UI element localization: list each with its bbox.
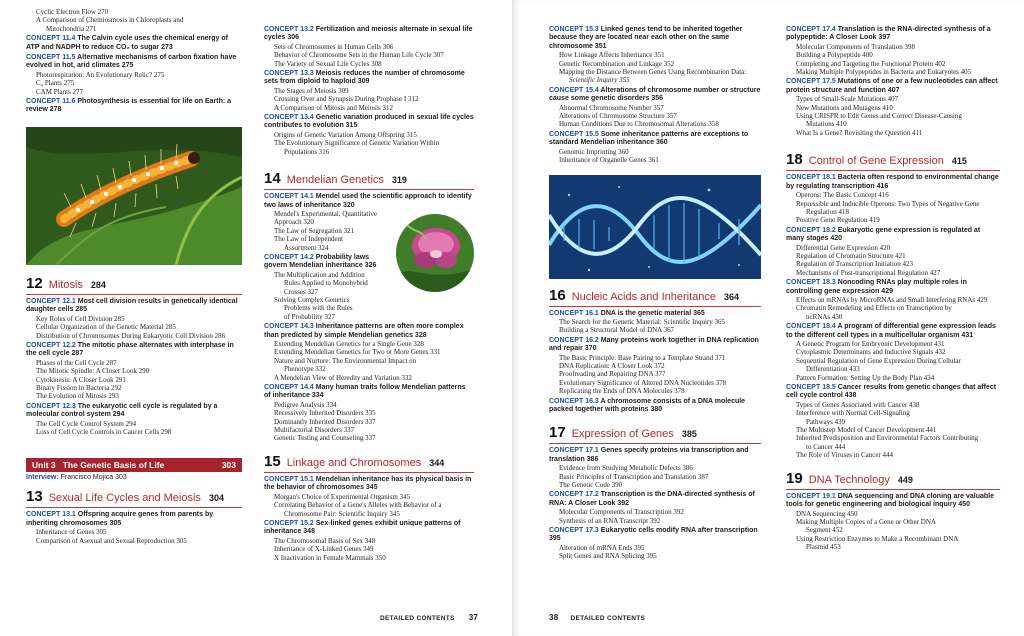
concept-17-4[interactable]: CONCEPT 17.4 Translation is the RNA-directed synthesis of a polypeptide: A Closer Look 397	[786, 26, 991, 42]
toc-entry: Replicating the Ends of DNA Molecules 378	[559, 387, 685, 396]
toc-entry: Correlating Behavior of a Gene's Alleles with Behavior of a	[274, 501, 442, 510]
toc-entry: Regulation 418	[806, 207, 849, 216]
chapter-18-heading[interactable]: 18 Control of Gene Expression 415	[786, 151, 1000, 171]
toc-entry: Types of Genes Associated with Cancer 438	[796, 400, 920, 409]
toc-entry: The Law of Segregation 321	[274, 226, 355, 235]
toc-entry: Interference with Normal Cell-Signaling	[796, 409, 910, 418]
toc-entry: Comparison of Asexual and Sexual Reproduction 305	[36, 536, 187, 545]
toc-entry: Segment 452	[806, 526, 843, 535]
toc-entry: of Probability 327	[284, 312, 335, 321]
toc-entry: Mendel's Experimental, Quantitative Approach 320	[274, 209, 377, 227]
toc-entry: Inherited Predisposition and Environmental Factors Contributing	[796, 434, 979, 443]
concept-14-4[interactable]: CONCEPT 14.4 Many human traits follow Mendelian patterns of inheritance 334	[264, 384, 466, 400]
toc-entry: Basic Principles of Transcription and Translation 387	[559, 472, 709, 481]
toc-entry: Building a Polypeptide 400	[796, 51, 873, 60]
toc-entry: Sets of Chromosomes in Human Cells 306	[274, 42, 394, 51]
toc-entry: Solving Complex Genetics	[274, 295, 350, 304]
dna-photo	[549, 175, 761, 279]
toc-entry: Making Multiple Copies of a Gene or Other DNA	[796, 517, 936, 526]
chapter-16-heading[interactable]: 16 Nucleic Acids and Inheritance 364	[549, 287, 761, 307]
toc-entry: Mitochondria 271	[46, 24, 97, 33]
concept-12-1[interactable]: CONCEPT 12.1 Most cell division results in genetically identical daughter cells 285	[26, 297, 238, 314]
concept-18-5[interactable]: CONCEPT 18.5 Cancer results from genetic changes that affect cell cycle control 438	[786, 384, 997, 400]
toc-entry: C₄ Plants 275	[36, 79, 75, 88]
toc-entry: A Comparison of Chemiosmosis in Chloroplasts and	[36, 16, 184, 25]
toc-entry: The Mitotic Spindle: A Closer Look 290	[36, 367, 150, 376]
toc-entry: Loss of Cell Cycle Controls in Cancer Cells 298	[36, 427, 172, 436]
toc-entry: ncRNAs 430	[806, 312, 843, 321]
concept-19-1[interactable]: CONCEPT 19.1 DNA sequencing and DNA cloning are valuable tools for genetic engineering and biological inquiry 450	[786, 492, 994, 509]
toc-entry: Inheritance of Organelle Genes 361	[559, 156, 659, 165]
toc-entry: Using Restriction Enzymes to Make a Recombinant DNA	[796, 534, 959, 543]
toc-entry: Alterations of Chromosome Structure 357	[559, 112, 677, 121]
concept-13-4[interactable]: CONCEPT 13.4 Genetic variation produced in sexual life cycles contributes to evolution 315	[264, 114, 474, 130]
toc-entry: Types of Small-Scale Mutations 407	[796, 95, 899, 104]
toc-entry: Inheritance of Genes 305	[36, 528, 107, 537]
concept-12-3[interactable]: CONCEPT 12.3 The eukaryotic cell cycle is regulated by a molecular control system 294	[26, 402, 218, 419]
toc-entry: Phenotype 332	[284, 365, 326, 374]
toc-entry: Differentiation 433	[806, 365, 860, 374]
toc-entry: Molecular Components of Transcription 392	[559, 508, 684, 517]
toc-entry: X Inactivation in Female Mammals 350	[274, 553, 386, 562]
toc-entry: Key Roles of Cell Division 285	[36, 314, 125, 323]
toc-entry: CAM Plants 277	[36, 87, 84, 96]
concept-18-2[interactable]: CONCEPT 18.2 Eukaryotic gene expression is regulated at many stages 420	[786, 226, 981, 243]
concept-14-1[interactable]: CONCEPT 14.1 Mendel used the scientific approach to identify two laws of inheritance 320	[264, 193, 472, 209]
concept-18-1[interactable]: CONCEPT 18.1 Bacteria often respond to environmental change by regulating transcription 416	[786, 174, 999, 190]
toc-entry: Plasmid 453	[806, 543, 841, 552]
toc-entry: Abnormal Chromosome Number 357	[559, 103, 664, 112]
concept-13-1[interactable]: CONCEPT 13.1 Offspring acquire genes from parents by inheriting chromosomes 305	[26, 511, 214, 527]
toc-entry: Molecular Components of Translation 398	[796, 42, 915, 51]
toc-entry: Effects on mRNAs by MicroRNAs and Small Interfering RNAs 429	[796, 295, 988, 304]
chapter-19-heading[interactable]: 19 DNA Technology 449	[786, 470, 1000, 490]
toc-entry: A Mendelian View of Heredity and Variation 332	[274, 373, 412, 382]
toc-entry: Pathways 439	[806, 417, 846, 426]
concept-18-3[interactable]: CONCEPT 18.3 Noncoding RNAs play multiple roles in controlling gene expression 429	[786, 279, 967, 295]
footer-left: DETAILED CONTENTS 37	[380, 613, 479, 622]
dna-helix-illustration	[549, 175, 761, 279]
toc-entry: Recessively Inherited Disorders 335	[274, 409, 376, 418]
toc-entry: Evidence from Studying Metabolic Defects 386	[559, 464, 693, 473]
toc-entry: Building a Structural Model of DNA 367	[559, 326, 675, 335]
toc-entry: Human Conditions Due to Chromosomal Alterations 358	[559, 120, 719, 129]
column-4	[786, 8, 1000, 552]
concept-14-2[interactable]: CONCEPT 14.2 Probability laws govern Mendelian inheritance 326	[264, 253, 377, 270]
toc-entry: Genomic Imprinting 360	[559, 147, 629, 156]
caterpillar-photo	[26, 127, 242, 265]
toc-entry: How Linkage Affects Inheritance 351	[559, 51, 665, 60]
toc-entry: Evolutionary Significance of Altered DNA Nucleotides 378	[559, 378, 727, 387]
concept-15-4[interactable]: CONCEPT 15.4 Alterations of chromosome number or structure cause some genetic disorders 356	[549, 86, 761, 103]
toc-entry: New Mutations and Mutagens 410	[796, 103, 893, 112]
column-1	[26, 8, 242, 545]
toc-entry: Split Genes and RNA Splicing 395	[559, 552, 657, 561]
toc-entry: Scientific Inquiry 355	[569, 76, 630, 85]
chapter-17-heading[interactable]: 17 Expression of Genes 385	[549, 424, 761, 444]
toc-entry: Distribution of Chromosomes During Eukaryotic Cell Division 286	[36, 331, 226, 340]
chapter-14-heading[interactable]: 14 Mendelian Genetics 319	[264, 170, 474, 190]
caterpillar-illustration	[26, 127, 242, 265]
concept-16-2[interactable]: CONCEPT 16.2 Many proteins work together in DNA replication and repair 370	[549, 336, 759, 353]
toc-entry: The Chromosomal Basis of Sex 348	[274, 536, 376, 545]
toc-entry: Genetic Recombination and Linkage 352	[559, 59, 675, 68]
toc-entry: Completing and Targeting the Functional Protein 402	[796, 59, 946, 68]
toc-entry: Behavior of Chromosome Sets in the Human Life Cycle 307	[274, 51, 444, 60]
toc-entry: A Genetic Program for Embryonic Development 431	[796, 340, 945, 348]
toc-entry: The Evolutionary Significance of Genetic Variation Within	[274, 139, 440, 148]
pea-flower-illustration	[396, 214, 474, 292]
concept-13-2[interactable]: CONCEPT 13.2 Fertilization and meiosis alternate in sexual life cycles 306	[264, 26, 473, 42]
toc-entry: DNA Sequencing 450	[796, 509, 858, 518]
toc-entry: Origins of Genetic Variation Among Offspring 315	[274, 130, 417, 139]
toc-entry: Chromosome Pair: Scientific Inquiry 345	[284, 509, 400, 518]
toc-entry: Regulation of Chromatin Structure 421	[796, 251, 906, 260]
toc-entry: Regulation of Transcription Initiation 423	[796, 260, 914, 269]
concept-15-5[interactable]: CONCEPT 15.5 Some inheritance patterns are exceptions to standard Mendelian inheritance 360	[549, 130, 749, 147]
concept-17-2[interactable]: CONCEPT 17.2 Transcription is the DNA-directed synthesis of RNA: A Closer Look 392	[549, 491, 755, 507]
toc-entry: The Cell Cycle Control System 294	[36, 419, 137, 428]
toc-entry: Pattern Formation: Setting Up the Body Plan 434	[796, 373, 935, 382]
toc-entry: Pedigree Analysis 334	[274, 400, 337, 409]
toc-entry: Nature and Nurture: The Environmental Impact on	[274, 356, 417, 365]
toc-entry: Extending Mendelian Genetics for a Single Gene 328	[274, 340, 424, 348]
toc-entry: Repressible and Inducible Operons: Two Types of Negative Gene	[796, 199, 980, 208]
toc-entry: Populations 316	[284, 147, 330, 156]
column-2	[264, 8, 474, 562]
concept-17-3[interactable]: CONCEPT 17.3 Eukaryotic cells modify RNA after transcription 395	[549, 527, 758, 543]
toc-entry: Cytokinesis: A Closer Look 291	[36, 375, 126, 384]
footer-right: 38 DETAILED CONTENTS	[549, 613, 646, 622]
toc-entry: Cytoplasmic Determinants and Inductive Signals 432	[796, 348, 946, 357]
toc-entry: The Search for the Genetic Material: Scientific Inquiry 365	[559, 317, 725, 326]
toc-entry: Multifactorial Disorders 337	[274, 426, 355, 435]
toc-entry: Problems with the Rules	[284, 304, 353, 313]
toc-entry: The Multistep Model of Cancer Development 441	[796, 426, 937, 435]
concept-14-3[interactable]: CONCEPT 14.3 Inheritance patterns are often more complex than predicted by simple Mendelian genetics 328	[264, 323, 464, 339]
toc-entry: Mutations 410	[806, 120, 847, 129]
toc-entry: Operons: The Basic Concept 416	[796, 191, 889, 200]
toc-entry: Alteration of mRNA Ends 395	[559, 543, 645, 552]
toc-entry: Binary Fission in Bacteria 292	[36, 383, 122, 392]
concept-16-1[interactable]: CONCEPT 16.1 DNA is the genetic material 365	[549, 309, 705, 317]
toc-entry: Crossing Over and Synapsis During Prophase I 312	[274, 95, 419, 104]
toc-entry: The Variety of Sexual Life Cycles 308	[274, 59, 382, 68]
toc-entry: DNA Replication: A Closer Look 372	[559, 361, 665, 370]
column-3	[549, 8, 761, 561]
right-page	[512, 0, 1024, 636]
toc-entry: Using CRISPR to Edit Genes and Correct Disease-Causing	[796, 112, 962, 121]
toc-entry: Sequential Regulation of Gene Expression During Cellular	[796, 356, 961, 365]
concept-15-2[interactable]: CONCEPT 15.2 Sex-linked genes exhibit unique patterns of inheritance 348	[264, 519, 461, 536]
toc-entry: Photorespiration: An Evolutionary Relic? 275	[36, 70, 165, 79]
concept-18-4[interactable]: CONCEPT 18.4 A program of differential gene expression leads to the different cell types in a multicellular organism 431	[786, 323, 996, 339]
concept-11-4[interactable]: CONCEPT 11.4 The Calvin cycle uses the chemical energy of ATP and NADPH to reduce CO₂ to sugar 273	[26, 35, 228, 51]
pea-flower-photo	[396, 214, 474, 292]
toc-entry: Mechanisms of Post-transcriptional Regulation 427	[796, 268, 941, 277]
toc-entry: The Stages of Meiosis 309	[274, 86, 349, 95]
toc-entry: Synthesis of an RNA Transcript 392	[559, 516, 661, 525]
toc-entry: Phases of the Cell Cycle 287	[36, 358, 117, 367]
toc-entry: Positive Gene Regulation 419	[796, 216, 880, 225]
toc-entry: Extending Mendelian Genetics for Two or More Genes 331	[274, 348, 441, 357]
toc-entry: Differential Gene Expression 420	[796, 243, 891, 252]
chapter-12-heading[interactable]: 12 Mitosis 284	[26, 275, 242, 295]
concept-17-5[interactable]: CONCEPT 17.5 Mutations of one or a few nucleotides can affect protein structure and function 407	[786, 78, 998, 94]
toc-entry: Cyclic Electron Flow 270	[36, 8, 109, 16]
unit-3-banner[interactable]: Unit 3 The Genetic Basis of Life 303	[26, 458, 242, 472]
chapter-13-heading[interactable]: 13 Sexual Life Cycles and Meiosis 304	[26, 488, 242, 508]
toc-entry: Dominantly Inherited Disorders 337	[274, 417, 376, 426]
toc-entry: Inheritance of X-Linked Genes 349	[274, 545, 374, 554]
chapter-15-heading[interactable]: 15 Linkage and Chromosomes 344	[264, 453, 474, 473]
toc-entry: Crosses 327	[284, 287, 319, 296]
toc-entry: A Comparison of Mitosis and Meiosis 312	[274, 103, 394, 112]
toc-entry: The Multiplication and Addition	[274, 270, 365, 279]
toc-entry: to Cancer 444	[806, 442, 846, 451]
toc-entry: Mapping the Distance Between Genes Using Recombination Data:	[559, 68, 747, 77]
interview-entry[interactable]: Interview: Francisco Mojica 303	[26, 474, 127, 482]
concept-13-3[interactable]: CONCEPT 13.3 Meiosis reduces the number of chromosome sets from diploid to haploid 309	[264, 70, 465, 86]
toc-entry: The Genetic Code 390	[559, 481, 623, 489]
concept-17-1[interactable]: CONCEPT 17.1 Genes specify proteins via transcription and translation 386	[549, 447, 749, 463]
toc-entry: Morgan's Choice of Experimental Organism 345	[274, 492, 411, 501]
toc-entry: The Evolution of Mitosis 293	[36, 392, 119, 401]
concept-16-3[interactable]: CONCEPT 16.3 A chromosome consists of a DNA molecule packed together with proteins 380	[549, 397, 746, 413]
concept-15-3[interactable]: CONCEPT 15.3 Linked genes tend to be inherited together because they are located near each other on the same chromosome 351	[549, 26, 743, 50]
toc-entry: The Basic Principle: Base Pairing to a Template Strand 371	[559, 353, 726, 362]
concept-11-5[interactable]: CONCEPT 11.5 Alternative mechanisms of carbon fixation have evolved in hot, arid climates 275	[26, 54, 237, 70]
concept-12-2[interactable]: CONCEPT 12.2 The mitotic phase alternates with interphase in the cell cycle 287	[26, 341, 234, 358]
toc-entry: Chromatin Remodeling and Effects on Transcription by	[796, 304, 952, 313]
concept-11-6[interactable]: CONCEPT 11.6 Photosynthesis is essential for life on Earth: a review 278	[26, 98, 232, 114]
toc-entry: Proofreading and Repairing DNA 377	[559, 370, 666, 379]
toc-entry: Assortment 324	[284, 243, 329, 252]
toc-entry: The Law of Independent	[274, 235, 343, 244]
toc-entry: Rules Applied to Monohybrid	[284, 279, 368, 288]
toc-entry: Making Multiple Polypeptides in Bacteria and Eukaryotes 405	[796, 68, 972, 77]
concept-15-1[interactable]: CONCEPT 15.1 Mendelian inheritance has its physical basis in the behavior of chromosomes 345	[264, 475, 472, 492]
toc-entry: The Role of Viruses in Cancer 444	[796, 451, 894, 460]
toc-entry: Cellular Organization of the Genetic Material 285	[36, 323, 176, 332]
toc-entry: Genetic Testing and Counseling 337	[274, 434, 376, 443]
toc-entry: What Is a Gene? Revisiting the Question 411	[796, 128, 923, 137]
